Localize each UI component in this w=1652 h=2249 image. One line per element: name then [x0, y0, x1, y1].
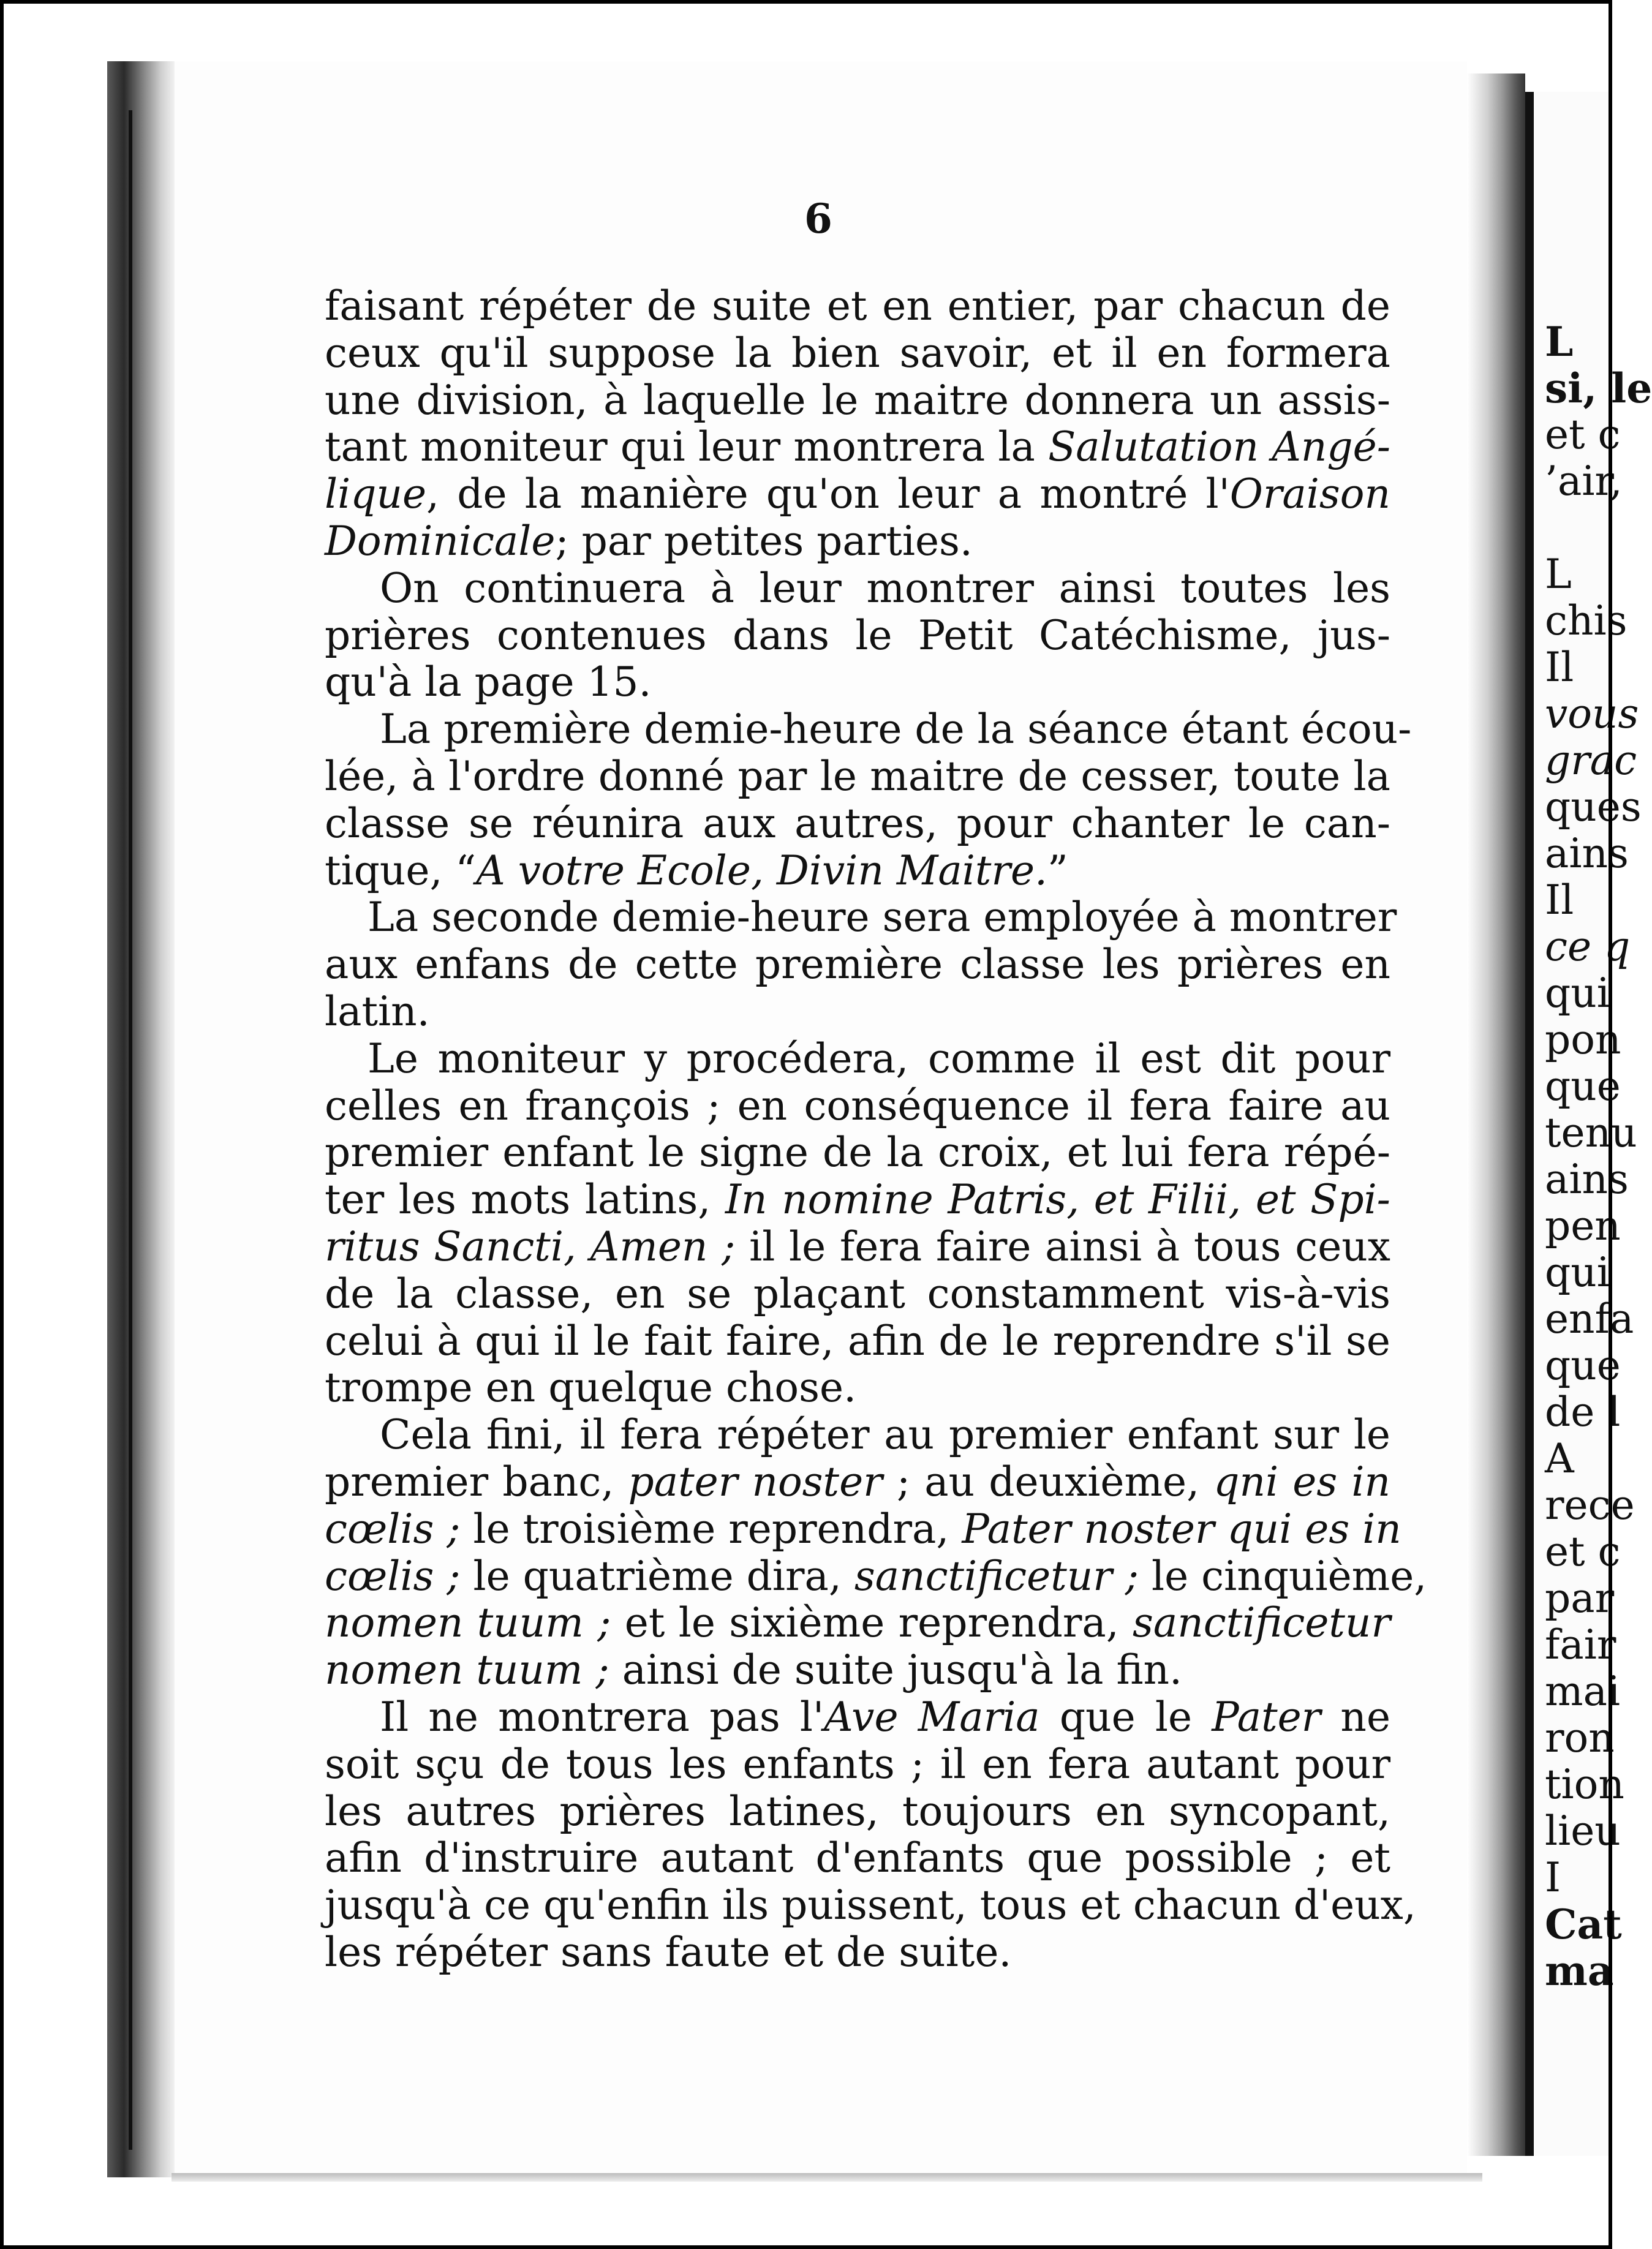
italic-text: nomen tuum ;: [325, 1646, 609, 1694]
right-page-text-fragment: Il: [1545, 876, 1574, 924]
right-page-text-fragment: par: [1545, 1575, 1615, 1622]
right-page-text-fragment: chis: [1545, 597, 1627, 644]
right-page-text-fragment: I: [1545, 1854, 1561, 1901]
italic-text: Oraison: [1229, 470, 1390, 518]
text-run: afin d'instruire autant d'enfants que possible ; et: [325, 1834, 1390, 1882]
text-run: celles en françois ; en conséquence il fera faire au: [325, 1082, 1390, 1129]
text-run: , de la manière qu'on leur a montré l': [426, 470, 1230, 518]
right-page-text-fragment: pon: [1545, 1016, 1621, 1063]
right-page-text-fragment: mai: [1545, 1668, 1621, 1715]
text-run: ”: [1047, 846, 1068, 894]
right-page-text-fragment: et c: [1545, 411, 1621, 458]
text-run: de la classe, en se plaçant constamment vis-à-vis: [325, 1270, 1390, 1317]
text-run: ; au deuxième,: [882, 1458, 1214, 1505]
right-page-text-fragment: et c: [1545, 1528, 1621, 1575]
text-run: il le fera faire ainsi à tous ceux: [735, 1222, 1390, 1270]
text-run: Cela fini, il fera répéter au premier enfant sur le: [380, 1411, 1390, 1459]
text-run: celui à qui il le fait faire, afin de le reprendre s'il se: [325, 1317, 1390, 1365]
text-run: les autres prières latines, toujours en syncopant,: [325, 1787, 1390, 1835]
italic-text: Salutation Angé-: [1048, 423, 1390, 471]
italic-text: lique: [325, 470, 427, 518]
right-page-text-fragment: grac: [1545, 737, 1637, 784]
right-page-text-fragment: pen: [1545, 1202, 1621, 1249]
right-page-text-fragment: que: [1545, 1063, 1621, 1110]
text-run: classe se réunira aux autres, pour chanter le can-: [325, 799, 1390, 847]
text-run: Le moniteur y procédera, comme il est dit pour: [368, 1034, 1390, 1082]
italic-text: Pater: [1212, 1693, 1321, 1741]
text-run: prières contenues dans le Petit Catéchisme, jus-: [325, 611, 1390, 659]
text-run: tant moniteur qui leur montrera la: [325, 423, 1049, 471]
right-page-text-fragment: Il: [1545, 644, 1574, 691]
text-run: une division, à laquelle le maitre donnera un assis-: [325, 376, 1390, 424]
right-page-text-fragment: lieu: [1545, 1807, 1621, 1855]
text-run: lée, à l'ordre donné par le maitre de cesser, toute la: [325, 752, 1390, 800]
italic-text: sanctificetur: [1133, 1599, 1390, 1647]
text-run: On continuera à leur montrer ainsi toutes les: [380, 564, 1390, 612]
text-run: trompe en quelque chose.: [325, 1364, 857, 1412]
right-page-text-fragment: ains: [1545, 830, 1629, 877]
text-run: soit sçu de tous les enfants ; il en fera autant pour: [325, 1740, 1390, 1788]
italic-text: A votre Ecole, Divin Maitre.: [476, 846, 1047, 894]
right-page-text-fragment: rece: [1545, 1482, 1635, 1529]
text-run: ; par petites parties.: [555, 517, 973, 565]
right-page-text-fragment: que: [1545, 1342, 1621, 1389]
text-run: La première demie-heure de la séance étant écou-: [380, 706, 1412, 753]
italic-text: ritus Sancti, Amen ;: [325, 1222, 736, 1270]
text-run: ceux qu'il suppose la bien savoir, et il en formera: [325, 329, 1390, 377]
text-run: et le sixième reprendra,: [611, 1599, 1133, 1647]
italic-text: cœlis ;: [325, 1552, 461, 1600]
right-page-text-fragment: fair: [1545, 1621, 1616, 1668]
right-page-text-fragment: tenu: [1545, 1109, 1637, 1156]
text-run: qu'à la page 15.: [325, 658, 652, 706]
right-page-text-fragment: Cat: [1545, 1901, 1622, 1948]
text-run: latin.: [325, 987, 430, 1035]
right-page-text-fragment: qui: [1545, 970, 1610, 1017]
right-page-text-fragment: ce q: [1545, 923, 1631, 970]
italic-text: pater noster: [628, 1458, 883, 1505]
italic-text: Pater noster qui es in: [962, 1505, 1401, 1553]
right-page-text-fragment: vous: [1545, 690, 1639, 737]
text-run: Il ne montrera pas l': [380, 1693, 824, 1741]
right-page-text-fragment: L: [1545, 551, 1572, 598]
right-page-text-fragment: ains: [1545, 1156, 1629, 1203]
text-run: les répéter sans faute et de suite.: [325, 1928, 1012, 1976]
right-page-text-fragment: qui: [1545, 1249, 1610, 1296]
text-run: que le: [1039, 1693, 1212, 1741]
italic-text: Ave Maria: [824, 1693, 1040, 1741]
text-run: le troisième reprendra,: [460, 1505, 962, 1553]
text-run: jusqu'à ce qu'enfin ils puissent, tous et chacun d'eux,: [325, 1882, 1416, 1929]
italic-text: Dominicale: [325, 517, 556, 565]
italic-text: In nomine Patris, et Filii, et Spi-: [725, 1176, 1390, 1224]
right-page-text-fragment: L: [1545, 318, 1574, 366]
text-run: aux enfans de cette première classe les prières en: [325, 941, 1390, 989]
page-number: 6: [804, 195, 832, 243]
text-run: ainsi de suite jusqu'à la fin.: [609, 1646, 1182, 1694]
italic-text: sanctificetur ;: [854, 1552, 1139, 1600]
text-run: premier banc,: [325, 1458, 628, 1505]
right-page-text-fragment: ’air,: [1545, 458, 1623, 505]
text-run: tique, “: [325, 846, 477, 894]
right-page-text-fragment: ron: [1545, 1714, 1615, 1761]
italic-text: cœlis ;: [325, 1505, 461, 1553]
right-page-text-fragment: ques: [1545, 783, 1642, 831]
text-run: ter les mots latins,: [325, 1176, 725, 1224]
right-page-text-fragment: tion: [1545, 1761, 1624, 1808]
right-page-text-fragment: si, le: [1545, 364, 1652, 412]
right-page-text-fragment: A: [1545, 1435, 1574, 1482]
text-run: premier enfant le signe de la croix, et lui fera répé-: [325, 1129, 1390, 1177]
text-run: le quatrième dira,: [460, 1552, 854, 1600]
text-run: La seconde demie-heure sera employée à montrer: [368, 894, 1397, 941]
text-run: faisant répéter de suite et en entier, par chacun de: [325, 282, 1390, 330]
text-run: le cinquième,: [1139, 1552, 1427, 1600]
right-page-text-fragment: enfa: [1545, 1295, 1634, 1343]
italic-text: nomen tuum ;: [325, 1599, 611, 1647]
right-page-text-fragment: ma: [1545, 1947, 1614, 1995]
right-page-text-fragment: de l: [1545, 1388, 1621, 1436]
italic-text: qni es in: [1213, 1458, 1391, 1505]
text-run: ne: [1321, 1693, 1390, 1741]
